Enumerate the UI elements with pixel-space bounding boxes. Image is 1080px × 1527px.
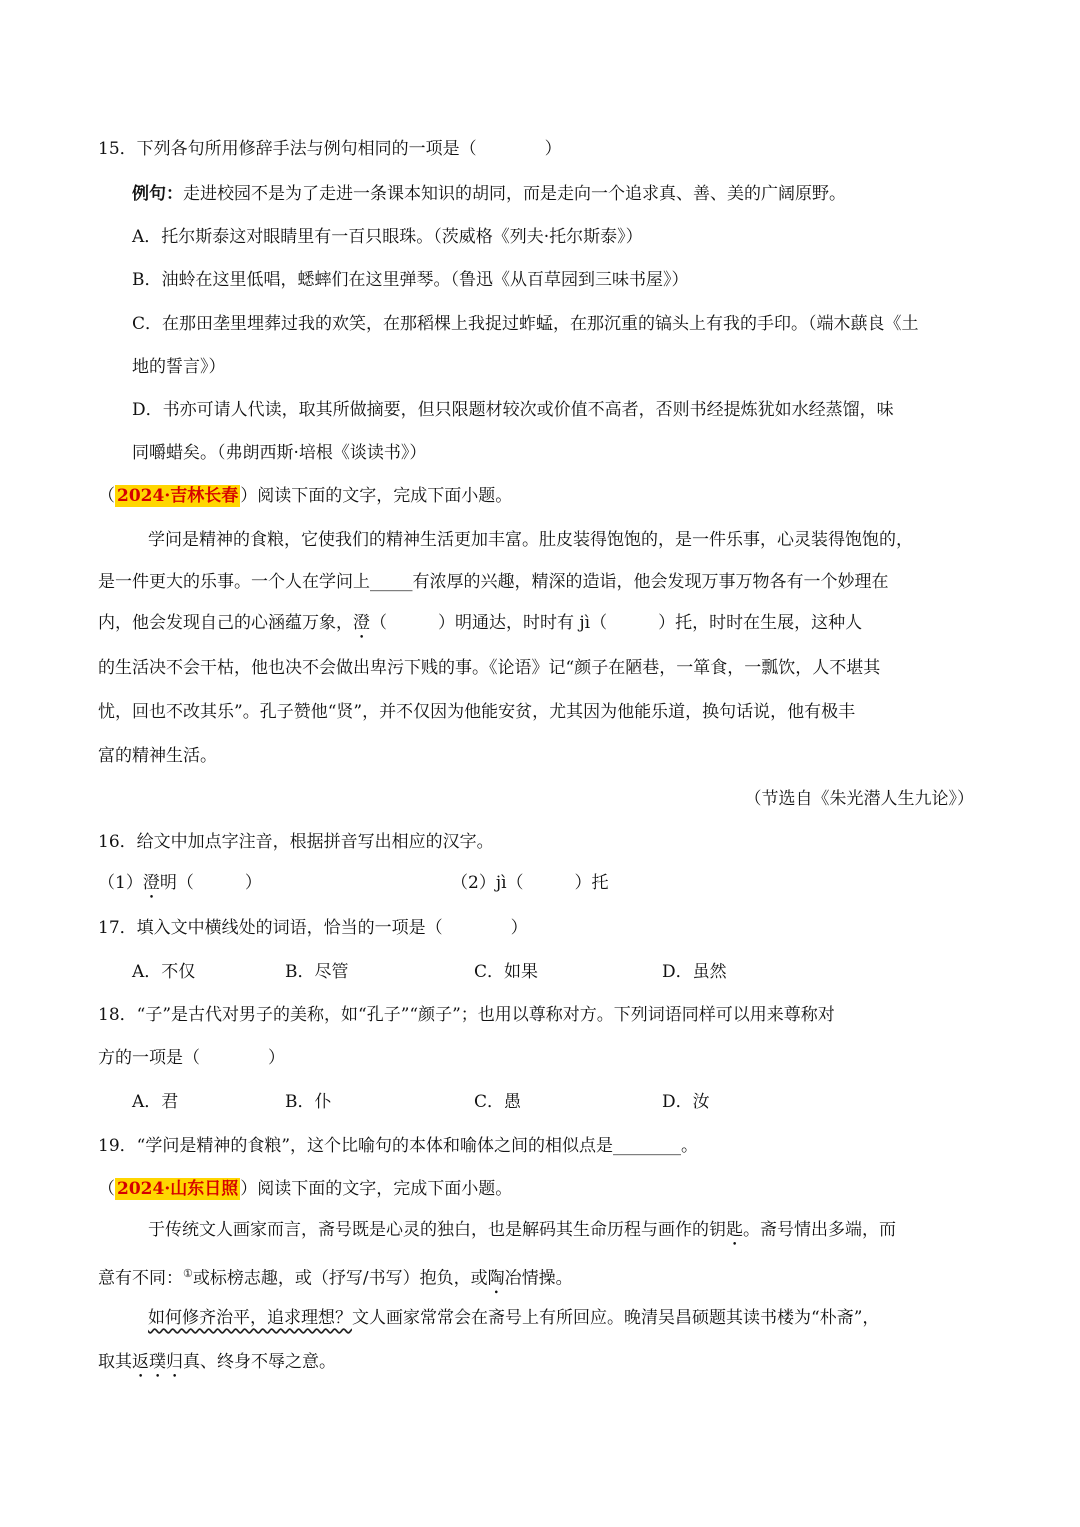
dotted-char-chi: 匙 xyxy=(726,1220,743,1240)
q16-part1 xyxy=(98,871,262,903)
q15-option-d-line2: 同嚼蜡矣。（弗朗西斯·培根《谈读书》） xyxy=(132,443,427,463)
dotted-chars-fanpugui: 返璞归 xyxy=(132,1352,183,1372)
q16-part1-rest: 明（ ） xyxy=(159,873,262,893)
paren-open: （ xyxy=(98,1179,115,1199)
q15-option-c-line2: 地的誓言》） xyxy=(132,357,226,377)
q17-option-a: A．不仅 xyxy=(132,962,196,982)
example-label: 例句： xyxy=(132,184,183,204)
q17-option-c: C．如果 xyxy=(474,962,539,982)
passage2-line4: 的生活决不会干枯，他也决不会做出卑污下贱的事。《论语》记“颜子在陋巷，一箪食，一瓢饮，人不堪其 xyxy=(98,658,881,678)
q18-stem-line2: 方的一项是（ ） xyxy=(98,1048,285,1068)
passage3-line4 xyxy=(98,1350,336,1382)
dotted-char-cheng: 澄 xyxy=(353,613,370,633)
passage2-line3 xyxy=(98,611,862,643)
passage3-line2-a: 意有不同： xyxy=(98,1268,183,1289)
q18-option-c: C．愚 xyxy=(474,1092,522,1112)
passage3-line2 xyxy=(98,1262,573,1299)
q18-option-a: A．君 xyxy=(132,1092,179,1112)
passage2-citation: （节选自《朱光潜人生九论》） xyxy=(744,789,974,809)
q17-option-b: B．尽管 xyxy=(285,962,349,982)
q15-stem: 15．下列各句所用修辞手法与例句相同的一项是（ ） xyxy=(98,139,562,159)
passage2-line3-b: （ ）明通达，时时有 jì（ ）托，时时在生展，这种人 xyxy=(370,613,863,633)
example-text: 走进校园不是为了走进一条课本知识的胡同，而是走向一个追求真、善、美的广阔原野。 xyxy=(183,184,846,204)
source-tag-shandong: 2024·山东日照 xyxy=(117,1179,239,1199)
source-tag-jilin: 2024·吉林长春 xyxy=(117,486,239,506)
passage3-line4-b: 真、终身不辱之意。 xyxy=(183,1352,336,1372)
passage2-line2: 是一件更大的乐事。一个人在学问上_____有浓厚的兴趣，精深的造诣，他会发现万事万物各有一个妙理在 xyxy=(98,572,889,592)
passage3-line1-a: 于传统文人画家而言，斋号既是心灵的独白，也是解码其生命历程与画作的钥 xyxy=(148,1220,726,1240)
q18-stem-line1: 18．“子”是古代对男子的美称，如“孔子”“颜子”；也用以尊称对方。下列词语同样可以用来尊称对 xyxy=(98,1005,835,1025)
q16-part1-prefix: （1） xyxy=(98,873,143,893)
q17-stem: 17．填入文中横线处的词语，恰当的一项是（ ） xyxy=(98,918,528,938)
q18-option-b: B．仆 xyxy=(285,1092,332,1112)
section3-header xyxy=(98,1177,512,1201)
q19-stem: 19．“学问是精神的食粮”，这个比喻句的本体和喻体之间的相似点是________。 xyxy=(98,1136,699,1156)
dotted-char-cheng: 澄 xyxy=(142,873,160,893)
passage2-line1: 学问是精神的食粮，它使我们的精神生活更加丰富。肚皮装得饱饱的，是一件乐事，心灵装得饱饱的， xyxy=(148,530,913,550)
passage3-line4-a: 取其 xyxy=(98,1352,132,1372)
passage2-line5: 忧，回也不改其乐”。孔子赞他“贤”，并不仅因为他能安贫，尤其因为他能乐道，换句话说，他有极丰 xyxy=(98,702,856,722)
wavy-underlined-question: 如何修齐治平，追求理想？ xyxy=(148,1308,352,1328)
q15-option-a: A．托尔斯泰这对眼睛里有一百只眼珠。（茨威格《列夫·托尔斯泰》） xyxy=(132,227,643,247)
paren-open: （ xyxy=(98,486,115,506)
q15-option-b: B．油蛉在这里低唱，蟋蟀们在这里弹琴。（鲁迅《从百草园到三味书屋》） xyxy=(132,270,689,290)
footnote-marker-1: ① xyxy=(183,1267,193,1280)
passage3-line3 xyxy=(148,1306,879,1330)
q16-part2: （2）jì（ ）托 xyxy=(451,873,609,893)
passage3-line3-b: 文人画家常常会在斋号上有所回应。晚清吴昌硕题其读书楼为“朴斋”， xyxy=(352,1308,880,1328)
q15-option-d-line1: D．书亦可请人代读，取其所做摘要，但只限题材较次或价值不高者，否则书经提炼犹如水经蒸馏，味 xyxy=(132,400,894,420)
passage3-line1-b: 。斋号情出多端，而 xyxy=(743,1220,896,1240)
q15-example xyxy=(132,182,846,206)
passage2-line6: 富的精神生活。 xyxy=(98,746,217,766)
q17-option-d: D．虽然 xyxy=(662,962,727,982)
q16-stem: 16．给文中加点字注音，根据拼音写出相应的汉字。 xyxy=(98,832,494,852)
passage2-line3-a: 内，他会发现自己的心涵蕴万象， xyxy=(98,613,353,633)
section2-header xyxy=(98,484,512,508)
passage3-line1 xyxy=(148,1218,896,1250)
passage3-line2-c: 冶情操。 xyxy=(504,1268,573,1289)
section3-intro: ）阅读下面的文字，完成下面小题。 xyxy=(240,1179,513,1199)
section2-intro: ）阅读下面的文字，完成下面小题。 xyxy=(240,486,513,506)
dotted-char-tao: 陶 xyxy=(487,1268,505,1289)
passage3-line2-b: 或标榜志趣，或（抒写/书写）抱负，或 xyxy=(192,1268,488,1289)
q15-option-c-line1: C．在那田垄里埋葬过我的欢笑，在那稻棵上我捉过蚱蜢，在那沉重的镐头上有我的手印。（端木蕻良《土 xyxy=(132,314,919,334)
q18-option-d: D．汝 xyxy=(662,1092,710,1112)
